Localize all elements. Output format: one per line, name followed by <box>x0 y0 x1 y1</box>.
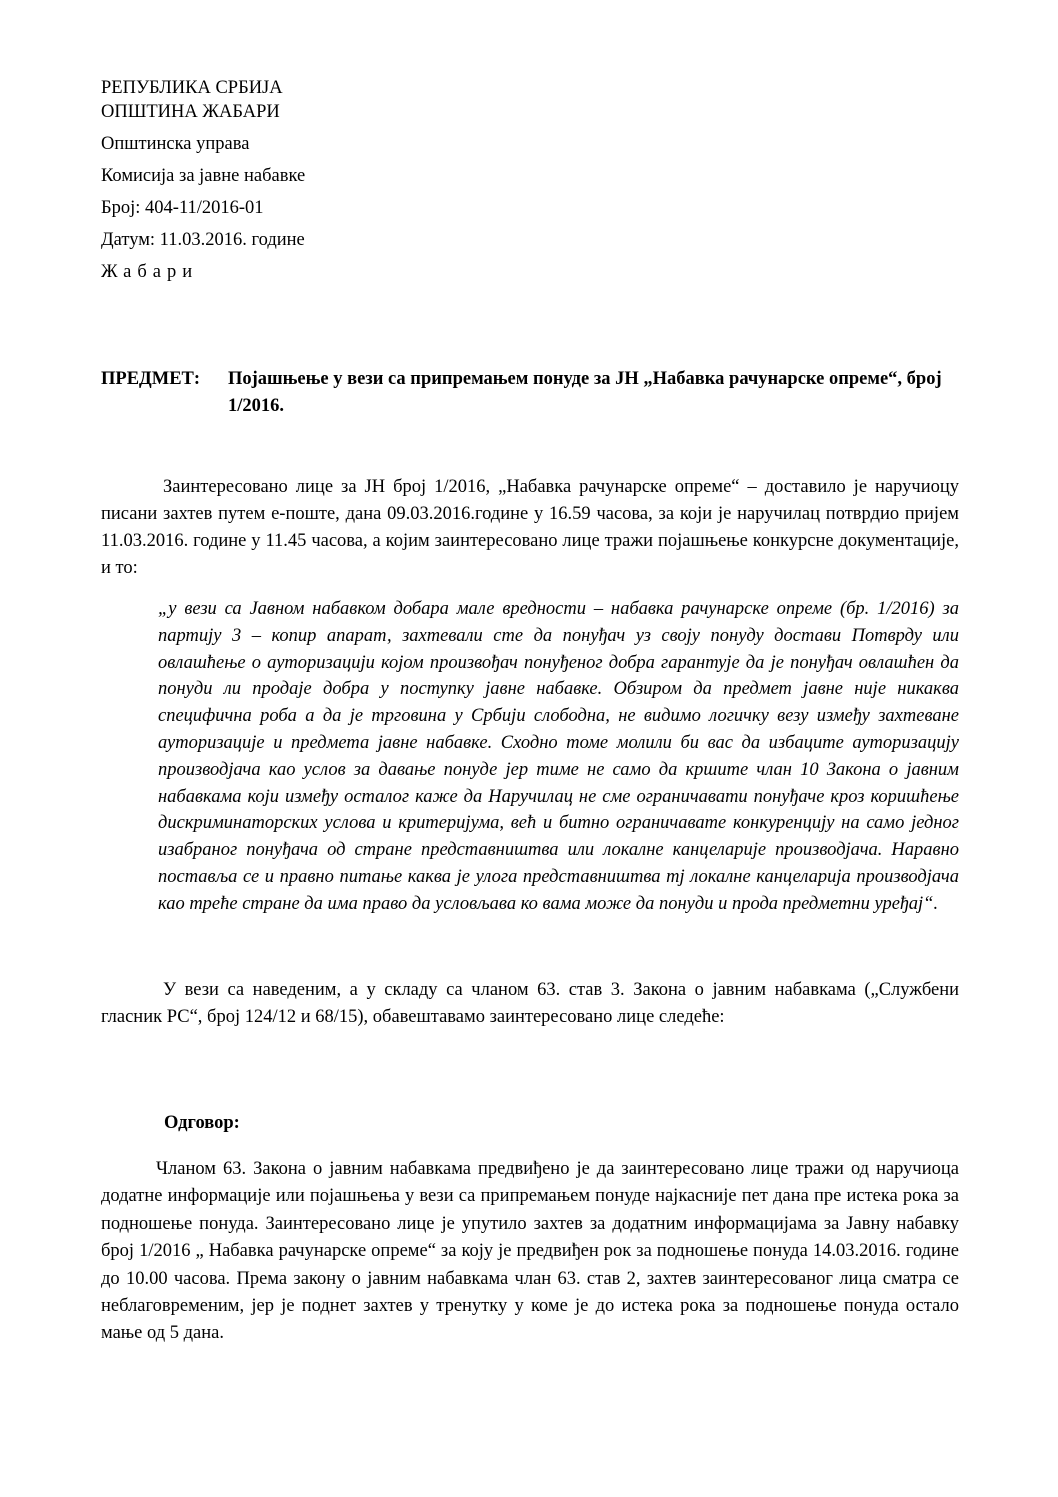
header-administration: Општинска управа <box>101 134 250 154</box>
answer-heading: Одговор: <box>164 1113 240 1133</box>
header-number: Број: 404-11/2016-01 <box>101 198 264 218</box>
header-date: Датум: 11.03.2016. године <box>101 230 305 250</box>
subject-text: Појашњење у вези са припремањем понуде за ЈН „Набавка рачунарске опреме“, број 1/2016. <box>228 369 942 416</box>
body-quote: „у вези са Јавном набавком добара мале вредности – набавка рачунарске опреме (бр. 1/2016) за партију 3 – копир апарат, захтевали сте да понуђач уз своју понуду достави Потврду или овлашћење о ауторизацији којом произвођач понуђеног добра гарантује да је понуђач овлашћен да понуди ли продаје добра у поступку јавне набавке. Обзиром да предмет јавне није никаква специфична роба а да је трговина у Србији слободна, не видимо логичку везу између захтеване ауторизације и предмета јавне набавке. Сходно томе молили би вас да избаците ауторизацију производјача као услов за давање понуде јер тиме не само да кршите члан 10 Закона о јавним набавкама који између осталог каже да Наручилац не сме ограничавати понуђаче кроз коришћење дискриминаторских услова и критеријума, већ и битно ограничавате конкуренцију на само једног изабраног понуђача од стране представништва или локалне канцеларије производјача. Наравно поставља се и правно питање каква је улога представништва тј локалне канцеларија производјача као треће стране да има право да условљава ко вама може да понуди и прода предметни уређај“. <box>158 599 959 914</box>
body-paragraph-request: Заинтересовано лице за ЈН број 1/2016, „Набавка рачунарске опреме“ – доставило је наручиоцу писани захтев путем е-поште, дана 09.03.2016.године у 16.59 часова, за који је наручилац потврдио пријем 11.03.2016. године у 11.45 часова, а којим заинтересовано лице тражи појашњење конкурсне документације, и то: <box>101 477 959 578</box>
header-republic: РЕПУБЛИКА СРБИЈА <box>101 78 283 98</box>
subject-label: ПРЕДМЕТ: <box>101 369 201 389</box>
header-municipality: ОПШТИНА ЖАБАРИ <box>101 102 280 122</box>
body-paragraph-notice: У вези са наведеним, а у складу са чланом 63. став 3. Закона о јавним набавкама („Службени гласник РС“, број 124/12 и 68/15), обавештавамо заинтересовано лице следеће: <box>101 980 959 1027</box>
header-place: Жабари <box>101 262 199 282</box>
header-commission: Комисија за јавне набавке <box>101 166 306 186</box>
letter-header <box>101 76 305 284</box>
body-paragraph-answer: Чланом 63. Закона о јавним набавкама предвиђено је да заинтересовано лице тражи од наручиоца додатне информације или појашњења у вези са припремањем понуде најкасније пет дана пре истека рока за подношење понуда. Заинтересовано лице је упутило захтев за додатним информацијама за Јавну набавку број 1/2016 „ Набавка рачунарске опреме“ за коју је предвиђен рок за подношење понуда 14.03.2016. године до 10.00 часова. Према закону о јавним набавкама члан 63. став 2, захтев заинтересованог лица сматра се неблаговременим, јер је поднет захтев у тренутку у коме је до истека рока за подношење понуда остало мање од 5 дана. <box>101 1159 959 1344</box>
